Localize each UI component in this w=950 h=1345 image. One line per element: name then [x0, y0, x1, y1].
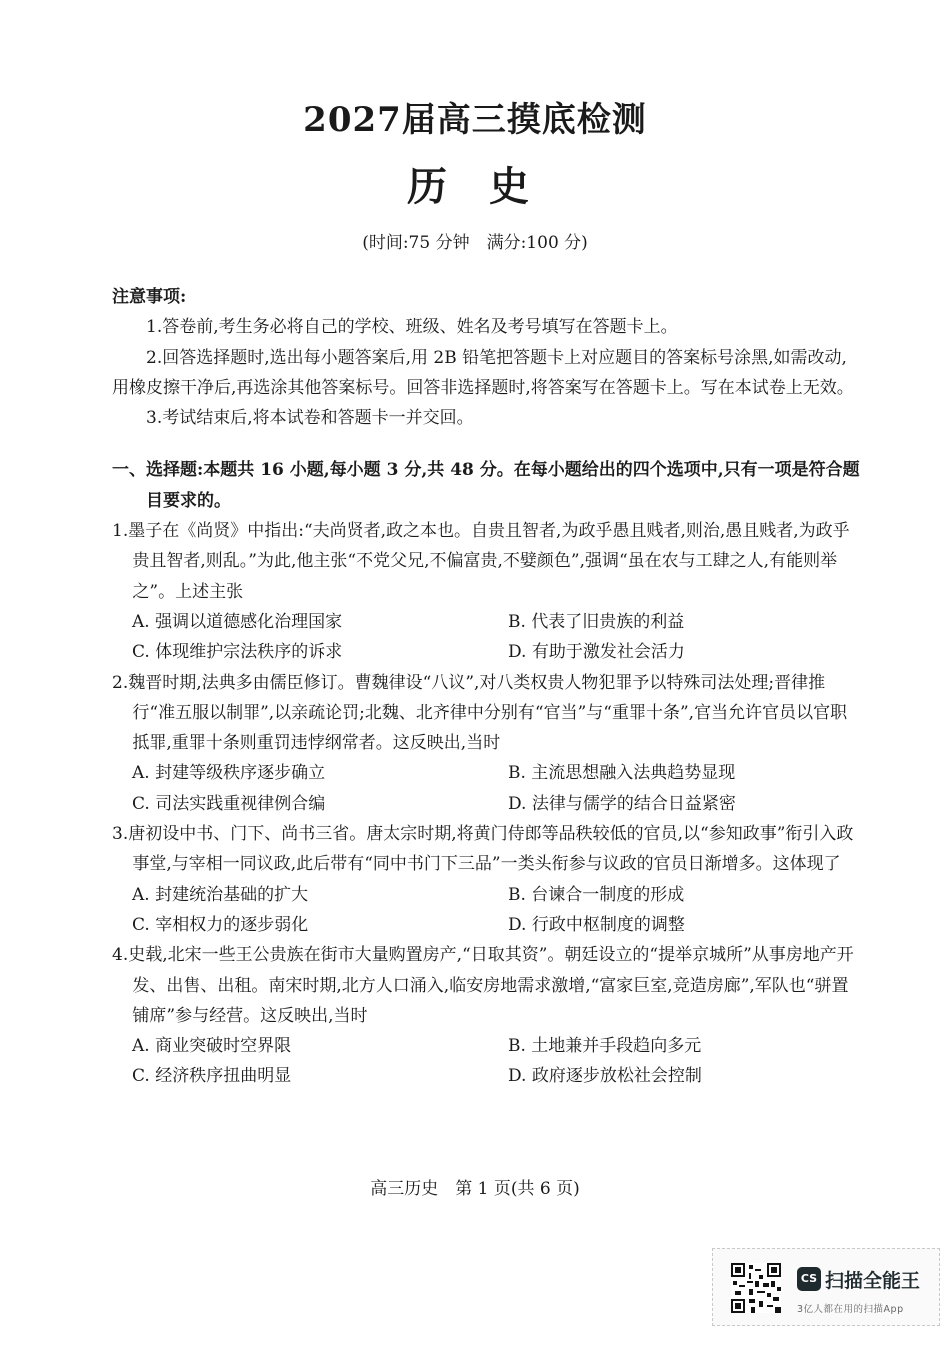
- exam-body: [112, 282, 860, 1092]
- option-c: C. 司法实践重视律例合编: [132, 793, 326, 814]
- question: [112, 940, 860, 1091]
- exam-meta: (时间:75 分钟 满分:100 分): [362, 233, 588, 253]
- question-stem: 4.史载,北宋一些王公贵族在街市大量购置房产,“日取其资”。朝廷设立的“提举京城所”从事房地产开发、出售、出租。南宋时期,北方人口涌入,临安房地需求激增,“富家巨室,竞造房廊”,军队也“骈置铺席”参与经营。这反映出,当时: [112, 945, 854, 1026]
- option-d: D. 行政中枢制度的调整: [508, 914, 685, 935]
- option-b: B. 主流思想融入法典趋势显现: [508, 763, 736, 784]
- option-b: B. 代表了旧贵族的利益: [508, 611, 685, 632]
- option-a: A. 强调以道德感化治理国家: [132, 611, 343, 632]
- qr-code-icon: [731, 1263, 781, 1313]
- notice-item: 3.考试结束后,将本试卷和答题卡一并交回。: [146, 408, 474, 429]
- option-a: A. 封建统治基础的扩大: [132, 884, 309, 905]
- option-group: [112, 758, 860, 819]
- option-d: D. 政府逐步放松社会控制: [508, 1066, 702, 1087]
- camscanner-logo-icon: CS: [797, 1267, 821, 1291]
- option-a: A. 商业突破时空界限: [132, 1036, 292, 1057]
- question-stem: 1.墨子在《尚贤》中指出:“夫尚贤者,政之本也。自贵且智者,为政乎愚且贱者,则治,愚且贱者,为政乎贵且智者,则乱。”为此,他主张“不党父兄,不偏富贵,不嬖颜色”,强调“虽在农与工肆之人,有能则举之”。上述主张: [112, 521, 850, 602]
- option-d: D. 法律与儒学的结合日益紧密: [508, 793, 736, 814]
- option-group: [112, 1031, 860, 1092]
- question: [112, 516, 860, 667]
- notice-heading: 注意事项:: [112, 287, 187, 307]
- option-a: A. 封建等级秩序逐步确立: [132, 763, 326, 784]
- option-c: C. 体现维护宗法秩序的诉求: [132, 642, 343, 663]
- question-stem: 3.唐初设中书、门下、尚书三省。唐太宗时期,将黄门侍郎等品秩较低的官员,以“参知政事”衔引入政事堂,与宰相一同议政,此后带有“同中书门下三品”一类头衔参与议政的官员日渐增多。这体现了: [112, 824, 854, 875]
- question: [112, 819, 860, 940]
- scanner-watermark: [712, 1248, 940, 1326]
- question: [112, 668, 860, 819]
- option-d: D. 有助于激发社会活力: [508, 642, 685, 663]
- notice-item: 2.回答选择题时,选出每小题答案后,用 2B 铅笔把答题卡上对应题目的答案标号涂黑,如需改动,用橡皮擦干净后,再选涂其他答案标号。回答非选择题时,将答案写在答题卡上。写在本试卷上无效。: [112, 347, 854, 398]
- option-group: [112, 607, 860, 668]
- option-c: C. 经济秩序扭曲明显: [132, 1066, 292, 1087]
- subject-title: 历 史: [407, 163, 543, 210]
- exam-title: 2027届高三摸底检测: [303, 100, 647, 140]
- page-footer: 高三历史 第 1 页(共 6 页): [370, 1179, 580, 1199]
- camscanner-tagline: 3亿人都在用的扫描App: [797, 1304, 904, 1315]
- notice-item: 1.答卷前,考生务必将自己的学校、班级、姓名及考号填写在答题卡上。: [146, 317, 678, 338]
- section-heading: 一、选择题:本题共 16 小题,每小题 3 分,共 48 分。在每小题给出的四个选项中,只有一项是符合题目要求的。: [112, 460, 860, 511]
- option-c: C. 宰相权力的逐步弱化: [132, 914, 309, 935]
- question-stem: 2.魏晋时期,法典多由儒臣修订。曹魏律设“八议”,对八类权贵人物犯罪予以特殊司法处理;晋律推行“准五服以制罪”,以亲疏论罚;北魏、北齐律中分别有“官当”与“重罪十条”,官当允许官员以官职抵罪,重罪十条则重罚违悖纲常者。这反映出,当时: [112, 672, 848, 754]
- option-b: B. 土地兼并手段趋向多元: [508, 1036, 702, 1057]
- camscanner-name: 扫描全能王: [825, 1270, 921, 1292]
- option-group: [112, 880, 860, 941]
- option-b: B. 台谏合一制度的形成: [508, 884, 685, 905]
